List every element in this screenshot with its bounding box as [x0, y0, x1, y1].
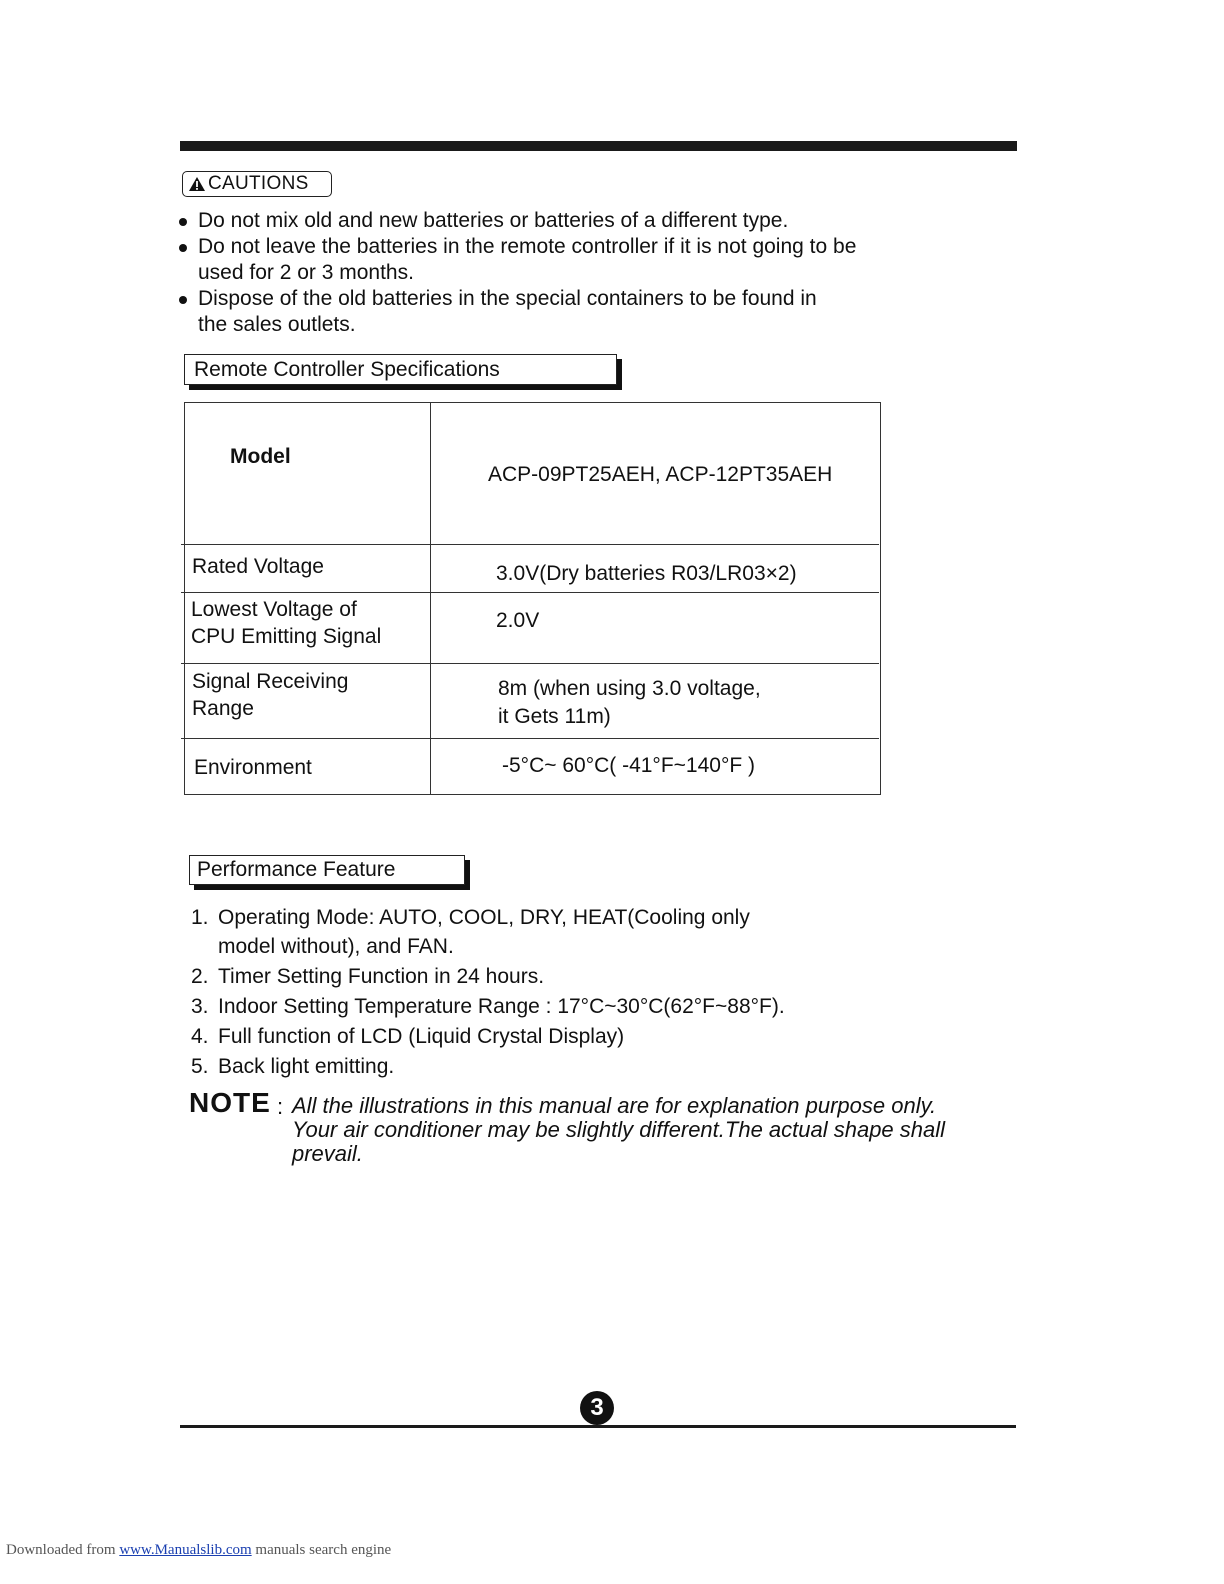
cautions-label: CAUTIONS [208, 173, 309, 194]
bottom-rule [180, 1425, 1016, 1428]
lowest-voltage-value: 2.0V [496, 609, 540, 632]
signal-range-label: Signal Receiving Range [192, 670, 349, 720]
performance-item: 4. Full function of LCD (Liquid Crystal Display) [191, 1025, 625, 1048]
spec-table [184, 402, 881, 795]
environment-value: -5°C~ 60°C( -41°F~140°F ) [502, 754, 756, 777]
performance-item: 5. Back light emitting. [191, 1055, 395, 1078]
note-label: NOTE [189, 1087, 271, 1118]
caution-item: Do not leave the batteries in the remote controller if it is not going to be used for 2 or 3 months. [178, 234, 858, 286]
table-divider [181, 592, 879, 593]
performance-item: 1. Operating Mode: AUTO, COOL, DRY, HEAT(Cooling only model without), and FAN. [191, 906, 750, 958]
model-label: Model [230, 445, 291, 468]
caution-item: Dispose of the old batteries in the special containers to be found in the sales outlets. [178, 286, 848, 338]
page-number-badge: 3 [580, 1391, 614, 1425]
bullet-icon [179, 296, 187, 304]
performance-section-title: Performance Feature [189, 855, 465, 885]
performance-list [191, 903, 951, 1082]
note-colon: : [277, 1094, 284, 1119]
model-value: ACP-09PT25AEH, ACP-12PT35AEH [488, 463, 833, 486]
rated-voltage-value: 3.0V(Dry batteries R03/LR03×2) [496, 562, 797, 585]
spec-section-title: Remote Controller Specifications [184, 354, 617, 385]
cautions-list [178, 208, 878, 338]
bullet-icon [179, 218, 187, 226]
performance-item: 2. Timer Setting Function in 24 hours. [191, 965, 545, 988]
environment-label: Environment [194, 756, 312, 779]
lowest-voltage-label: Lowest Voltage of CPU Emitting Signal [191, 598, 382, 648]
warning-triangle-icon [188, 176, 206, 192]
table-divider [181, 663, 879, 664]
rated-voltage-label: Rated Voltage [192, 555, 324, 578]
top-rule [180, 141, 1017, 151]
table-divider [181, 544, 879, 545]
cautions-label-box [182, 171, 332, 197]
download-footer: Downloaded from www.Manualslib.com manuals search engine [6, 1542, 392, 1558]
note-text: All the illustrations in this manual are for explanation purpose only. Your air conditioner may be slightly different.The actual shape shall prevail. [292, 1093, 946, 1166]
table-divider [430, 403, 431, 794]
table-divider [181, 738, 879, 739]
performance-item: 3. Indoor Setting Temperature Range : 17°C~30°C(62°F~88°F). [191, 995, 785, 1018]
bullet-icon [179, 244, 187, 252]
signal-range-value: 8m (when using 3.0 voltage, it Gets 11m) [498, 677, 761, 728]
caution-item: Do not mix old and new batteries or batteries of a different type. [178, 208, 878, 234]
manualslib-link[interactable]: www.Manualslib.com [119, 1542, 252, 1558]
